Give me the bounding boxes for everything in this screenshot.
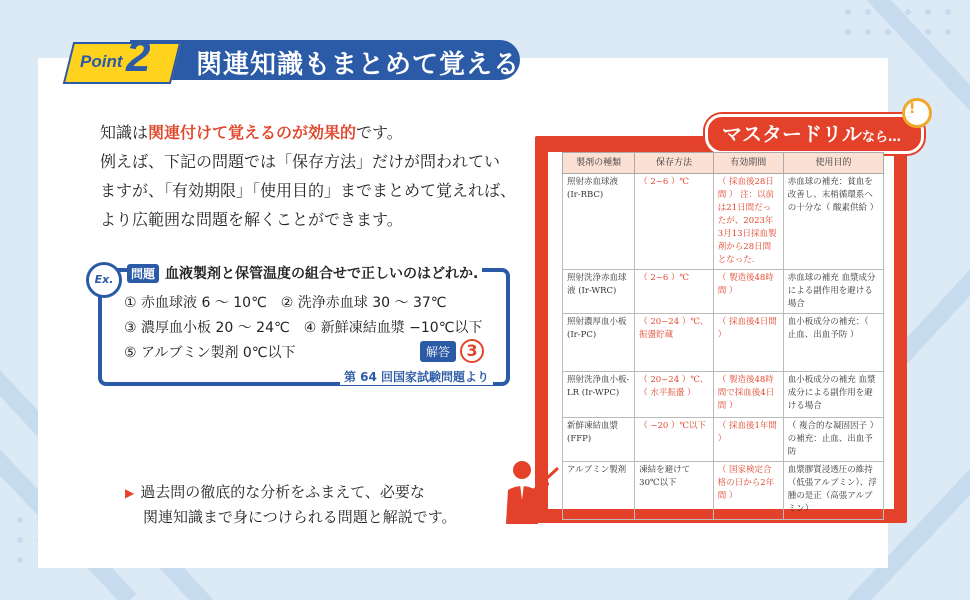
table-cell: 照射赤血球液 (Ir-RBC) — [563, 174, 635, 270]
point-label: Point — [80, 52, 123, 71]
table-header-row — [563, 153, 884, 174]
table-cell: （ 2~6 ）℃ — [635, 270, 714, 314]
table-cell: （ 製造後48時間 ） — [713, 270, 783, 314]
answer-number: 3 — [460, 339, 484, 363]
drill-title — [722, 118, 901, 147]
table-cell: （ 国家検定合格の日から2年間 ） — [713, 462, 783, 520]
table-cell: 凍結を避けて30℃以下 — [635, 462, 714, 520]
table-cell: 赤血球の補充 血漿成分による副作用を避ける場合 — [783, 270, 883, 314]
drill-title-suffix: なら… — [862, 130, 902, 145]
section-title: 関連知識もまとめて覚える — [196, 50, 521, 80]
intro-line-4: より広範囲な問題を解くことができます。 — [100, 210, 403, 229]
table-cell: 血漿膠質浸透圧の維持（低張アルブミン）、浮腫の是正（高張アルブミン） — [783, 462, 883, 520]
table-cell: （ 複合的な凝固因子 ）の補充：止血、出血予防 — [783, 418, 883, 462]
section-header — [68, 32, 523, 82]
blood-product-table — [562, 152, 884, 520]
intro-highlight: 関連付けて覚えるのが効果的 — [148, 123, 357, 142]
table-cell: （ 採血後1年間 ） — [713, 418, 783, 462]
lightbulb-glyph-icon: ! — [909, 101, 916, 117]
table-cell: 照射洗浄赤血球液 (Ir-WRC) — [563, 270, 635, 314]
intro-text — [100, 118, 520, 234]
table-cell: 照射洗浄血小板-LR (Ir-WPC) — [563, 372, 635, 418]
answer — [420, 339, 484, 363]
table-cell: （ 20~24 ）℃、振盪貯蔵 — [635, 314, 714, 372]
question-label: 問題 — [127, 264, 159, 283]
table-cell: （ 2~6 ）℃ — [635, 174, 714, 270]
option-line-1: ① 赤血球液 6 〜 10℃ ② 洗浄赤血球 30 〜 37℃ — [124, 295, 447, 311]
table-cell: 新鮮凍結血漿 (FFP) — [563, 418, 635, 462]
table-header-cell: 製剤の種類 — [563, 153, 635, 174]
table-header-cell: 保存方法 — [635, 153, 714, 174]
triangle-bullet-icon: ▶ — [125, 486, 135, 500]
table-header-cell: 使用目的 — [783, 153, 883, 174]
summary-text — [125, 480, 457, 529]
question-text: 血液製剤と保管温度の組合せで正しいのはどれか. — [165, 266, 479, 282]
table-cell: （ −20 ）℃以下 — [635, 418, 714, 462]
intro-line-2: 例えば、下記の問題では「保存方法」だけが問われてい — [100, 152, 501, 171]
table-row — [563, 462, 884, 520]
table-cell: 照射濃厚血小板 (Ir-PC) — [563, 314, 635, 372]
teacher-figure-icon — [494, 458, 564, 528]
table-cell: 血小板成分の補充：（ 止血、出血予防 ） — [783, 314, 883, 372]
table-row — [563, 270, 884, 314]
drill-title-main: マスタードリル — [722, 122, 862, 146]
lightbulb-icon — [902, 98, 932, 128]
option-line-2: ③ 濃厚血小板 20 〜 24℃ ④ 新鮮凍結血漿 −10℃以下 — [124, 320, 483, 336]
table-cell: （ 20~24 ）℃、（ 水平振盪 ） — [635, 372, 714, 418]
answer-label: 解答 — [420, 341, 456, 362]
summary-line-1: 過去問の徹底的な分析をふまえて、必要な — [140, 483, 425, 501]
table-header-cell: 有効期間 — [713, 153, 783, 174]
table-cell: アルブミン製剤 — [563, 462, 635, 520]
summary-line-2: 関連知識まで身につけられる問題と解説です。 — [143, 508, 457, 526]
table-cell: （ 採血後28日間 ） 注：以前は21日間だったが、2023年3月13日採血製剤から28日間となった. — [713, 174, 783, 270]
table-cell: （ 製造後48時間で採血後4日間 ） — [713, 372, 783, 418]
intro-text-a: 知識は — [100, 123, 149, 142]
table-row — [563, 372, 884, 418]
table-cell: 血小板成分の補充 血漿成分による副作用を避ける場合 — [783, 372, 883, 418]
question — [127, 263, 482, 283]
question-source: 第 64 回国家試験問題より — [340, 368, 493, 385]
table-row — [563, 314, 884, 372]
intro-line-3: ますが、「有効期限」「使用目的」までまとめて覚えれば、 — [100, 181, 517, 200]
table-cell: 赤血球の補充：貧血を改善し、末梢循環系への十分な（ 酸素供給 ） — [783, 174, 883, 270]
intro-text-b: です。 — [356, 123, 403, 142]
table-cell: （ 採血後4日間 ） — [713, 314, 783, 372]
table-row — [563, 418, 884, 462]
option-line-3: ⑤ アルブミン製剤 0℃以下 — [124, 345, 296, 361]
example-tag: Ex. — [86, 262, 122, 298]
point-number: 2 — [126, 32, 151, 81]
table-row — [563, 174, 884, 270]
